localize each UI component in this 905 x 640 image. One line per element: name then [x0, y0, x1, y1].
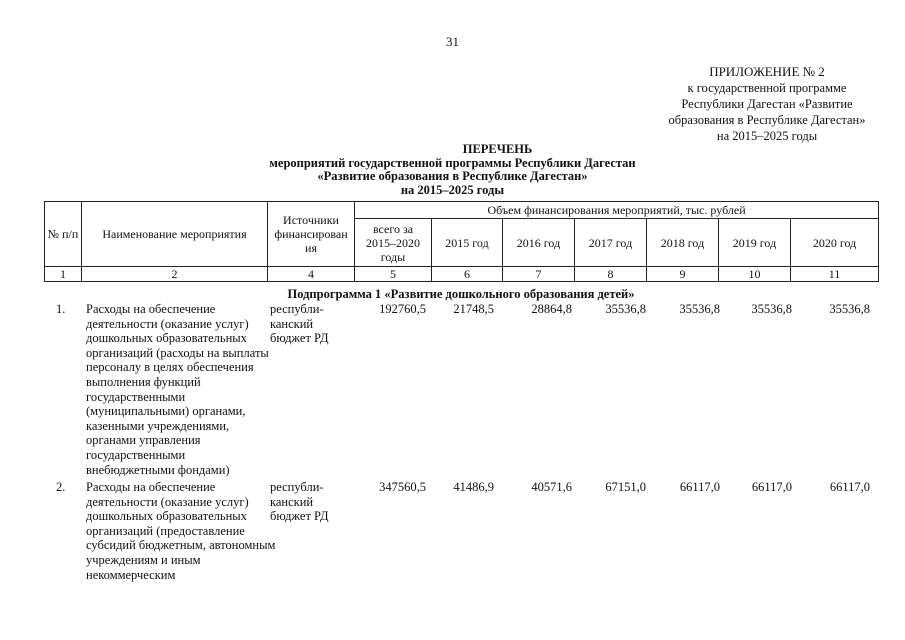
- row-value-2017: 67151,0: [605, 480, 646, 494]
- header-year: 2020 год: [791, 219, 879, 267]
- row-name: Расходы на обеспечение деятельности (оказание услуг) дошкольных образовательных организаций (предоставление субсидий бюджетным, автономным учреждениям и иным некоммерческим: [86, 480, 276, 582]
- row-value-2020: 35536,8: [829, 302, 870, 316]
- header-sources: Источники финансирован ия: [268, 202, 355, 267]
- column-number: 4: [268, 267, 355, 282]
- column-number: 2: [82, 267, 268, 282]
- appendix-line: образования в Республике Дагестан»: [668, 113, 866, 127]
- title-line: «Развитие образования в Республике Дагестан»: [317, 169, 588, 183]
- row-value-2019: 66117,0: [751, 480, 792, 494]
- title-line: на 2015–2025 годы: [400, 182, 505, 197]
- column-number: 11: [791, 267, 879, 282]
- title-line: мероприятий государственной программы Республики Дагестан: [269, 155, 636, 170]
- header-total: всего за 2015–2020 годы: [355, 219, 432, 267]
- row-value-2015: 41486,9: [453, 480, 494, 494]
- row-value-2016: 28864,8: [531, 302, 572, 316]
- row-number: 2.: [56, 480, 66, 494]
- row-value-2019: 35536,8: [751, 302, 792, 316]
- row-value-total: 347560,5: [379, 480, 426, 494]
- appendix-line: на 2015–2025 годы: [716, 129, 818, 143]
- column-number: 1: [45, 267, 82, 282]
- row-value-2018: 35536,8: [679, 302, 720, 316]
- appendix-line: Республики Дагестан «Развитие: [681, 97, 853, 111]
- row-number: 1.: [56, 302, 66, 316]
- subprogram-heading: Подпрограмма 1 «Развитие дошкольного образования детей»: [287, 287, 635, 301]
- row-value-2016: 40571,6: [531, 480, 572, 494]
- column-number: 9: [647, 267, 719, 282]
- header-name: Наименование мероприятия: [82, 202, 268, 267]
- row-source: республи-канский бюджет РД: [270, 480, 329, 524]
- appendix-line: ПРИЛОЖЕНИЕ № 2: [709, 64, 825, 79]
- row-source: республи-канский бюджет РД: [270, 302, 329, 346]
- title-line: ПЕРЕЧЕНЬ: [462, 142, 533, 156]
- column-number: 8: [575, 267, 647, 282]
- funding-table-header: [44, 201, 879, 282]
- header-year: 2017 год: [575, 219, 647, 267]
- row-value-total: 192760,5: [379, 302, 426, 316]
- header-year: 2018 год: [647, 219, 719, 267]
- column-number: 6: [432, 267, 503, 282]
- row-value-2017: 35536,8: [605, 302, 646, 316]
- column-number: 5: [355, 267, 432, 282]
- header-num: № п/п: [45, 202, 82, 267]
- column-number: 10: [719, 267, 791, 282]
- header-funding-group: Объем финансирования мероприятий, тыс. рублей: [355, 202, 879, 219]
- header-year: 2015 год: [432, 219, 503, 267]
- row-name: Расходы на обеспечение деятельности (оказание услуг) дошкольных образовательных организаций (расходы на выплаты персоналу в целях обеспечения выполнения функций государственными (муниципальными) органами, казенными учреждениями, органами управления государственными внебюджетными фондами): [86, 302, 269, 477]
- row-value-2015: 21748,5: [453, 302, 494, 316]
- header-year: 2016 год: [503, 219, 575, 267]
- row-value-2020: 66117,0: [829, 480, 870, 494]
- page-number: 31: [446, 34, 459, 49]
- appendix-note: [657, 64, 877, 144]
- column-number: 7: [503, 267, 575, 282]
- header-year: 2019 год: [719, 219, 791, 267]
- document-title: [0, 143, 905, 197]
- row-value-2018: 66117,0: [679, 480, 720, 494]
- appendix-line: к государственной программе: [687, 81, 847, 95]
